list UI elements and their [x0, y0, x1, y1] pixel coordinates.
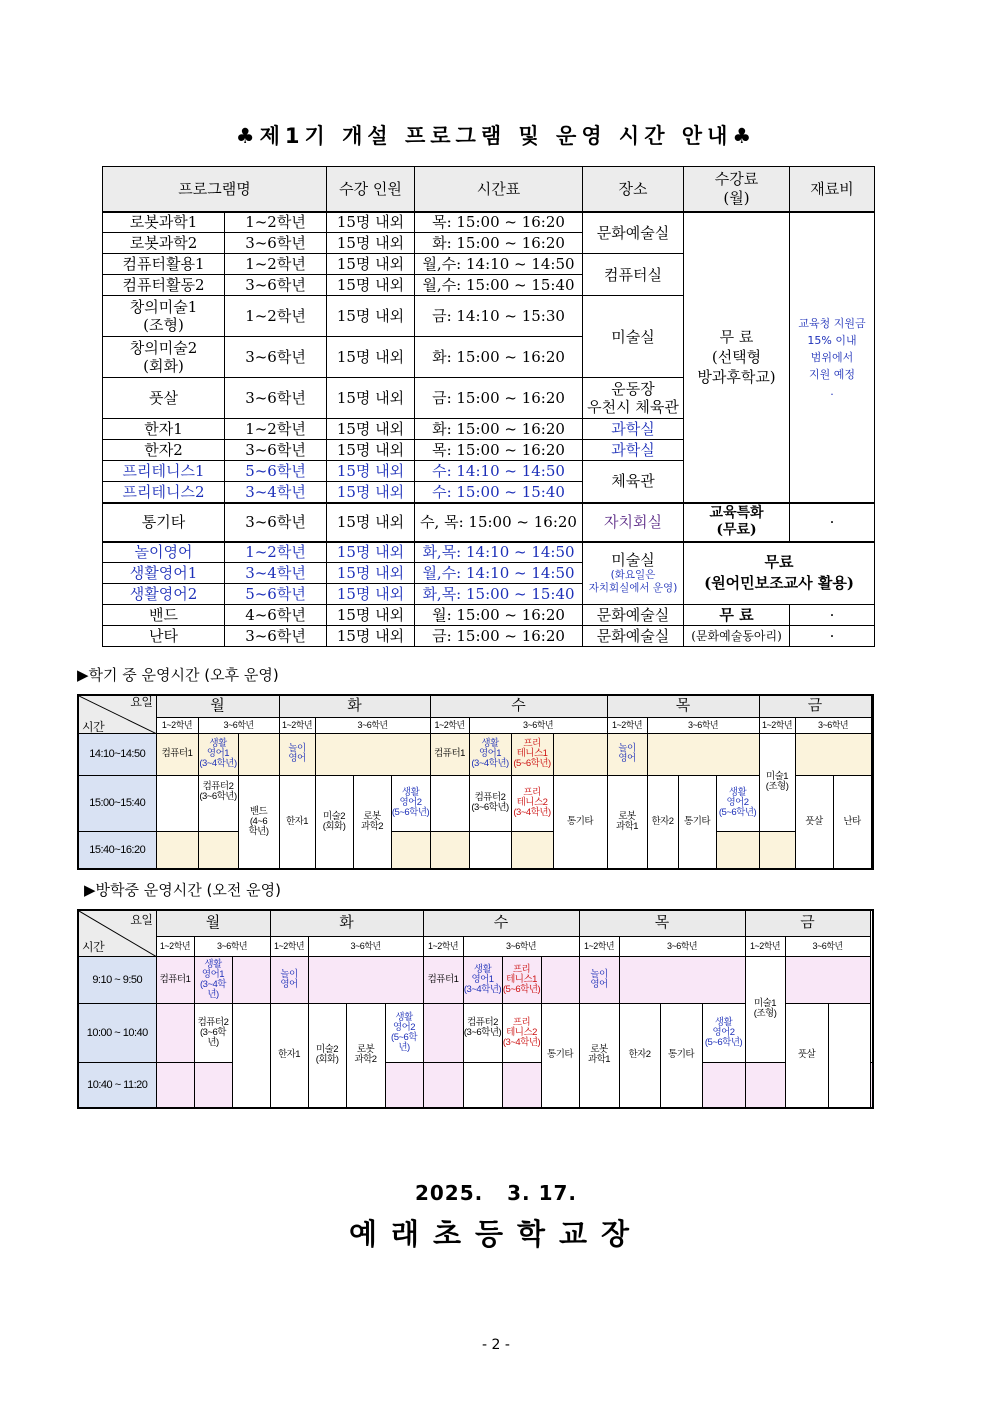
fee-cell: 무 료 (선택형 방과후학교) — [684, 212, 790, 503]
material-cell: · — [790, 605, 875, 626]
program-time: 목: 15:00 ~ 16:20 — [415, 212, 583, 233]
fee-cell: (문화예술동아리) — [684, 626, 790, 647]
program-time: 화: 15:00 ~ 16:20 — [415, 233, 583, 254]
grade-header: 1~2학년 — [759, 717, 795, 733]
empty-cell — [430, 831, 469, 869]
grade-header: 3~6학년 — [619, 936, 745, 956]
empty-cell — [619, 956, 745, 1003]
program-capacity: 15명 내외 — [327, 584, 415, 605]
program-capacity: 15명 내외 — [327, 254, 415, 275]
program-capacity: 15명 내외 — [327, 542, 415, 563]
class-cell: 생활 영어1 (3~4학년) — [469, 733, 511, 775]
corner-cell — [78, 910, 156, 956]
program-time: 금: 15:00 ~ 16:20 — [415, 626, 583, 647]
class-cell: 통기타 — [660, 1003, 702, 1108]
program-capacity: 15명 내외 — [327, 378, 415, 419]
empty-cell — [423, 1003, 463, 1062]
class-cell: 통기타 — [541, 1003, 579, 1108]
fee-cell: 무료 (원어민보조교사 활용) — [684, 542, 875, 605]
program-time: 수: 14:10 ~ 14:50 — [415, 461, 583, 482]
empty-cell — [702, 1062, 745, 1108]
class-cell: 놀이 영어 — [579, 956, 619, 1003]
place-cell: 과학실 — [583, 419, 684, 440]
time-slot: 10:00 ~ 10:40 — [78, 1003, 156, 1062]
program-capacity: 15명 내외 — [327, 563, 415, 584]
class-cell: 생활 영어2 (5~6학년) — [716, 775, 759, 831]
class-cell: 놀이 영어 — [279, 733, 315, 775]
header-schedule: 시간표 — [415, 167, 583, 212]
place-cell: 미술실 — [583, 296, 684, 378]
class-cell: 통기타 — [553, 775, 607, 869]
program-grade: 3~4학년 — [225, 482, 327, 503]
class-cell: 로봇 과학2 — [353, 775, 391, 869]
program-grade: 1~2학년 — [225, 419, 327, 440]
program-time: 월,수: 14:10 ~ 14:50 — [415, 563, 583, 584]
class-cell: 프리 테니스2 (3~4학년) — [511, 775, 553, 831]
class-cell: 프리 테니스2 (3~4학년) — [502, 1003, 541, 1062]
program-capacity: 15명 내외 — [327, 419, 415, 440]
program-time: 월: 15:00 ~ 16:20 — [415, 605, 583, 626]
program-time: 화,목: 15:00 ~ 15:40 — [415, 584, 583, 605]
fee-cell: 무 료 — [684, 605, 790, 626]
program-name: 프리테니스2 — [103, 482, 225, 503]
day-header: 수 — [430, 695, 607, 717]
class-cell: 한자2 — [619, 1003, 660, 1108]
day-header: 월 — [156, 910, 270, 936]
program-grade: 1~2학년 — [225, 296, 327, 337]
fee-cell: 교육특화 (무료) — [684, 503, 790, 542]
empty-cell — [238, 733, 279, 775]
empty-cell — [647, 733, 759, 775]
header-material: 재료비 — [790, 167, 875, 212]
grade-header: 1~2학년 — [270, 936, 308, 956]
empty-cell — [541, 956, 579, 1003]
grade-header: 3~6학년 — [198, 717, 279, 733]
material-cell: · — [790, 503, 875, 542]
time-slot: 9:10 ~ 9:50 — [78, 956, 156, 1003]
empty-cell — [156, 1003, 194, 1062]
program-name: 컴퓨터활용1 — [103, 254, 225, 275]
program-grade: 3~6학년 — [225, 233, 327, 254]
class-cell: 한자1 — [270, 1003, 308, 1108]
program-time: 금: 14:10 ~ 15:30 — [415, 296, 583, 337]
program-name: 로봇과학2 — [103, 233, 225, 254]
program-time: 금: 15:00 ~ 16:20 — [415, 378, 583, 419]
class-cell: 컴퓨터1 — [156, 956, 194, 1003]
grade-header: 1~2학년 — [156, 936, 194, 956]
program-name: 생활영어1 — [103, 563, 225, 584]
class-cell: 미술1 (조형) — [745, 956, 785, 1062]
day-header: 목 — [579, 910, 745, 936]
place-note: (화요일은 자치회실에서 운영) — [588, 569, 678, 595]
day-header: 수 — [423, 910, 579, 936]
empty-cell — [759, 831, 795, 869]
program-name: 프리테니스1 — [103, 461, 225, 482]
program-grade: 1~2학년 — [225, 212, 327, 233]
grade-header: 3~6학년 — [469, 717, 607, 733]
program-name: 생활영어2 — [103, 584, 225, 605]
program-capacity: 15명 내외 — [327, 337, 415, 378]
corner-day: 요일 — [130, 913, 153, 927]
program-time: 화: 15:00 ~ 16:20 — [415, 337, 583, 378]
class-cell: 통기타 — [678, 775, 716, 869]
class-cell: 생활 영어2 (5~6학년) — [391, 775, 430, 831]
corner-time: 시간 — [82, 719, 105, 733]
empty-cell — [870, 1062, 873, 1108]
place-cell: 자치회실 — [583, 503, 684, 542]
section-semester-title: ▶학기 중 운영시간 (오후 운영) — [77, 666, 279, 684]
empty-cell — [463, 1062, 502, 1108]
grade-header: 3~6학년 — [785, 936, 870, 956]
program-grade: 4~6학년 — [225, 605, 327, 626]
empty-cell — [156, 1062, 194, 1108]
empty-cell — [423, 1062, 463, 1108]
program-name: 한자1 — [103, 419, 225, 440]
time-slot: 15:40~16:20 — [78, 831, 156, 869]
empty-cell — [553, 733, 607, 775]
empty-cell — [391, 831, 430, 869]
class-cell: 생활 영어2 (5~6학년) — [385, 1003, 423, 1062]
class-cell: 컴퓨터2 (3~6학년) — [194, 1003, 232, 1062]
place-cell — [583, 542, 684, 605]
place-art2: 미술실 — [611, 551, 655, 570]
program-capacity: 15명 내외 — [327, 626, 415, 647]
empty-cell — [785, 956, 870, 1003]
program-name: 로봇과학1 — [103, 212, 225, 233]
program-capacity: 15명 내외 — [327, 503, 415, 542]
day-header: 화 — [270, 910, 423, 936]
empty-cell — [385, 1062, 423, 1108]
material-cell: 교육청 지원금 15% 이내 범위에서 지원 예정 . — [790, 212, 875, 503]
grade-header: 1~2학년 — [745, 936, 785, 956]
grade-header: 1~2학년 — [156, 717, 198, 733]
header-fee: 수강료 (월) — [684, 167, 790, 212]
place-cell: 문화예술실 — [583, 626, 684, 647]
semester-grid — [77, 694, 874, 870]
program-capacity: 15명 내외 — [327, 275, 415, 296]
program-capacity: 15명 내외 — [327, 482, 415, 503]
vacation-grid — [77, 909, 874, 1109]
program-capacity: 15명 내외 — [327, 212, 415, 233]
empty-cell — [156, 831, 198, 869]
class-cell: 로봇 과학1 — [579, 1003, 619, 1108]
program-name: 창의미술1 (조형) — [103, 296, 225, 337]
empty-cell — [828, 1003, 870, 1108]
empty-cell — [156, 775, 198, 831]
program-grade: 5~6학년 — [225, 461, 327, 482]
place-cell: 문화예술실 — [583, 605, 684, 626]
program-capacity: 15명 내외 — [327, 461, 415, 482]
school-signature: 예래초등학교장 — [348, 1217, 644, 1251]
place-cell: 컴퓨터실 — [583, 254, 684, 296]
program-time: 월,수: 14:10 ~ 14:50 — [415, 254, 583, 275]
class-cell: 풋살 — [785, 1003, 828, 1108]
program-name: 한자2 — [103, 440, 225, 461]
program-grade: 3~6학년 — [225, 503, 327, 542]
program-time: 수: 15:00 ~ 15:40 — [415, 482, 583, 503]
program-name: 컴퓨터활동2 — [103, 275, 225, 296]
place-cell: 문화예술실 — [583, 212, 684, 254]
time-slot: 14:10~14:50 — [78, 733, 156, 775]
program-name: 창의미술2 (회화) — [103, 337, 225, 378]
empty-cell — [198, 831, 238, 869]
program-capacity: 15명 내외 — [327, 440, 415, 461]
program-time: 수, 목: 15:00 ~ 16:20 — [415, 503, 583, 542]
empty-cell — [511, 831, 553, 869]
program-grade: 5~6학년 — [225, 584, 327, 605]
place-cell: 과학실 — [583, 440, 684, 461]
program-grade: 3~6학년 — [225, 337, 327, 378]
empty-cell — [502, 1062, 541, 1108]
program-grade: 1~2학년 — [225, 254, 327, 275]
class-cell: 난타 — [833, 775, 871, 869]
class-cell: 미술2 (회화) — [308, 1003, 346, 1108]
grade-header: 3~6학년 — [194, 936, 270, 956]
grade-header: 1~2학년 — [279, 717, 315, 733]
corner-time: 시간 — [82, 939, 105, 954]
class-cell: 생활 영어1 (3~4학년) — [463, 956, 502, 1003]
page-number: - 2 - — [482, 1337, 510, 1353]
class-cell: 놀이 영어 — [607, 733, 647, 775]
place-cell: 운동장 우천시 체육관 — [583, 378, 684, 419]
header-program: 프로그램명 — [103, 167, 327, 212]
class-cell: 컴퓨터1 — [156, 733, 198, 775]
empty-cell — [308, 956, 423, 1003]
day-header: 금 — [759, 695, 871, 717]
class-cell: 컴퓨터1 — [430, 733, 469, 775]
class-cell: 미술2 (회화) — [315, 775, 353, 869]
program-grade: 1~2학년 — [225, 542, 327, 563]
program-name: 통기타 — [103, 503, 225, 542]
program-name: 밴드 — [103, 605, 225, 626]
empty-cell — [430, 775, 469, 831]
class-cell: 프리 테니스1 (5~6학년) — [511, 733, 553, 775]
class-cell: 프리 테니스1 (5~6학년) — [502, 956, 541, 1003]
date: 2025. 3. 17. — [414, 1181, 578, 1205]
program-time: 화,목: 14:10 ~ 14:50 — [415, 542, 583, 563]
empty-cell — [469, 831, 511, 869]
grade-header: 3~6학년 — [315, 717, 430, 733]
grade-header: 1~2학년 — [579, 936, 619, 956]
class-cell: 로봇 과학1 — [607, 775, 647, 869]
program-time: 화: 15:00 ~ 16:20 — [415, 419, 583, 440]
empty-cell — [795, 733, 871, 775]
program-grade: 3~6학년 — [225, 275, 327, 296]
empty-cell — [716, 831, 759, 869]
grade-header: 3~6학년 — [795, 717, 871, 733]
class-cell: 밴드 (4~6 학년) — [238, 775, 279, 869]
grade-header: 1~2학년 — [430, 717, 469, 733]
class-cell: 미술1 (조형) — [759, 733, 795, 831]
empty-cell — [194, 1062, 232, 1108]
program-table — [102, 166, 875, 647]
program-grade: 3~6학년 — [225, 626, 327, 647]
class-cell: 생활 영어2 (5~6학년) — [702, 1003, 745, 1062]
class-cell: 한자1 — [279, 775, 315, 869]
section-vacation-title: ▶방학중 운영시간 (오전 운영) — [84, 881, 281, 899]
program-grade: 3~6학년 — [225, 378, 327, 419]
class-cell: 풋살 — [795, 775, 833, 869]
empty-cell — [232, 956, 270, 1003]
header-capacity: 수강 인원 — [327, 167, 415, 212]
place-cell: 체육관 — [583, 461, 684, 503]
program-grade: 3~4학년 — [225, 563, 327, 584]
corner-cell — [78, 695, 156, 733]
class-cell: 한자2 — [647, 775, 678, 869]
class-cell: 컴퓨터1 — [423, 956, 463, 1003]
empty-cell — [232, 1003, 270, 1108]
grade-header: 3~6학년 — [647, 717, 759, 733]
grade-header: 3~6학년 — [463, 936, 579, 956]
class-cell: 컴퓨터2 (3~6학년) — [198, 775, 238, 831]
day-header: 금 — [745, 910, 870, 936]
material-cell: · — [790, 626, 875, 647]
header-place: 장소 — [583, 167, 684, 212]
program-name: 난타 — [103, 626, 225, 647]
grade-header: 1~2학년 — [607, 717, 647, 733]
class-cell: 컴퓨터2 (3~6학년) — [463, 1003, 502, 1062]
grade-header: 1~2학년 — [423, 936, 463, 956]
day-header: 월 — [156, 695, 279, 717]
empty-cell — [871, 831, 873, 869]
grade-header: 3~6학년 — [308, 936, 423, 956]
program-name: 풋살 — [103, 378, 225, 419]
program-time: 목: 15:00 ~ 16:20 — [415, 440, 583, 461]
empty-cell — [315, 733, 430, 775]
empty-cell — [745, 1062, 785, 1108]
program-grade: 3~6학년 — [225, 440, 327, 461]
program-time: 월,수: 15:00 ~ 15:40 — [415, 275, 583, 296]
time-slot: 15:00~15:40 — [78, 775, 156, 831]
day-header: 화 — [279, 695, 430, 717]
class-cell: 컴퓨터2 (3~6학년) — [469, 775, 511, 831]
program-capacity: 15명 내외 — [327, 296, 415, 337]
program-capacity: 15명 내외 — [327, 605, 415, 626]
program-name: 놀이영어 — [103, 542, 225, 563]
class-cell: 생활 영어1 (3~4학년) — [198, 733, 238, 775]
day-header: 목 — [607, 695, 759, 717]
class-cell: 로봇 과학2 — [346, 1003, 385, 1108]
page-title: ♣제1기 개설 프로그램 및 운영 시간 안내♣ — [235, 124, 757, 148]
program-capacity: 15명 내외 — [327, 233, 415, 254]
class-cell: 생활 영어1 (3~4학년) — [194, 956, 232, 1003]
class-cell: 놀이 영어 — [270, 956, 308, 1003]
time-slot: 10:40 ~ 11:20 — [78, 1062, 156, 1108]
corner-day: 요일 — [130, 695, 153, 709]
